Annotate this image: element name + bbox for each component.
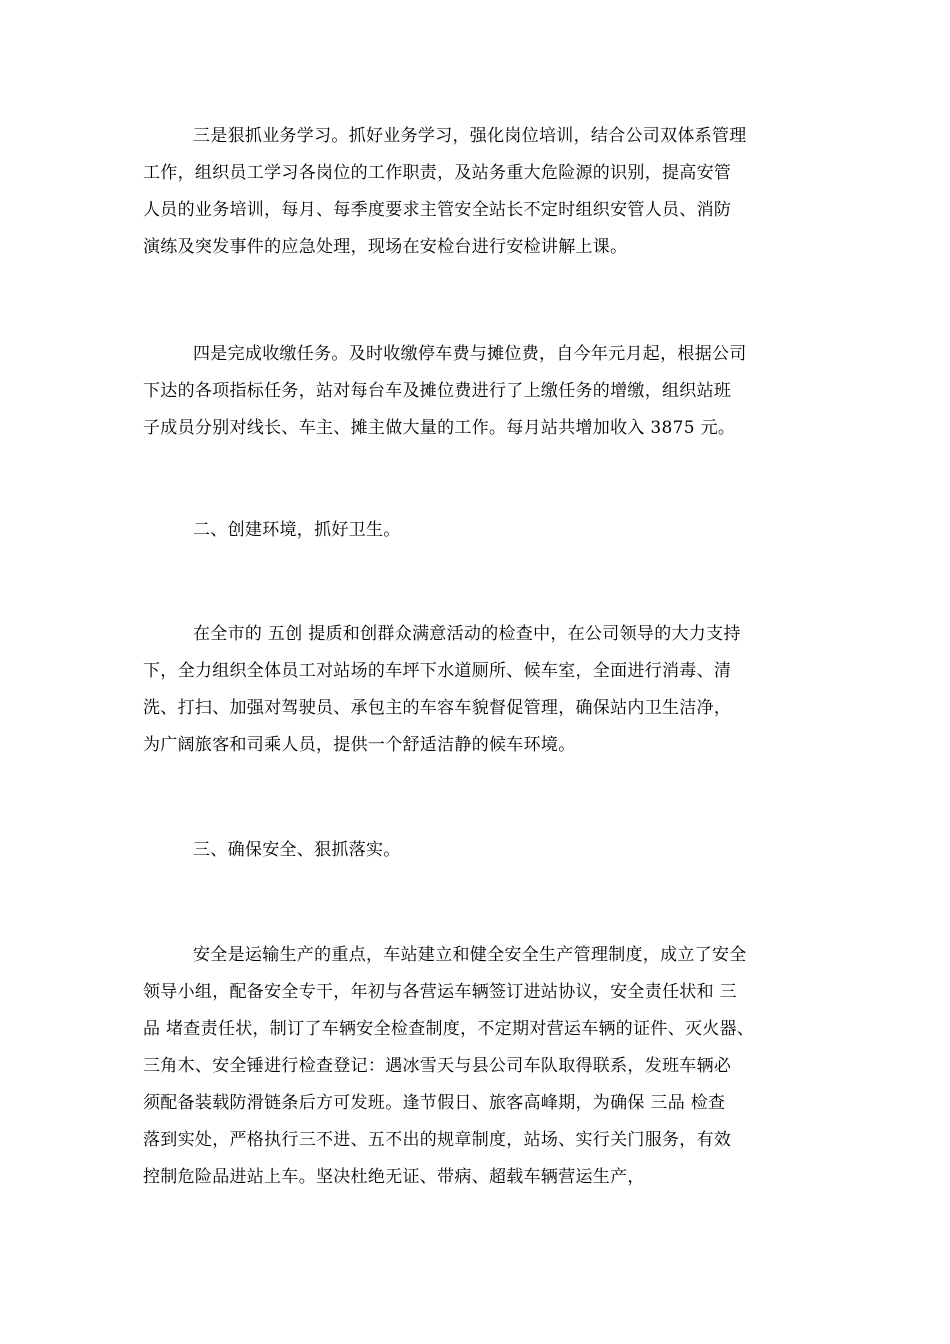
text-line: 领导小组，配备安全专干，年初与各营运车辆签订进站协议，安全责任状和 三 <box>143 982 737 1002</box>
paragraph-safety-measures <box>143 937 823 1196</box>
text-line: 安全是运输生产的重点，车站建立和健全安全生产管理制度，成立了安全 <box>193 945 747 965</box>
text-line: 工作，组织员工学习各岗位的工作职责，及站务重大危险源的识别，提高安管 <box>143 163 732 183</box>
text-line: 下，全力组织全体员工对站场的车坪下水道厕所、候车室，全面进行消毒、清 <box>143 661 732 681</box>
section-heading-safety <box>143 832 823 869</box>
paragraph-fee-collection <box>143 336 823 447</box>
text-line: 落到实处，严格执行三不进、五不出的规章制度，站场、实行关门服务，有效 <box>143 1130 732 1150</box>
text-line: 人员的业务培训，每月、每季度要求主管安全站长不定时组织安管人员、消防 <box>143 200 732 220</box>
text-line: 洗、打扫、加强对驾驶员、承包主的车容车貌督促管理，确保站内卫生洁净， <box>143 698 732 718</box>
heading-text: 三、确保安全、狠抓落实。 <box>193 840 401 860</box>
text-line: 三是狠抓业务学习。抓好业务学习，强化岗位培训，结合公司双体系管理 <box>193 126 747 146</box>
text-line: 三角木、安全锤进行检查登记：遇冰雪天与县公司车队取得联系，发班车辆必 <box>143 1056 732 1076</box>
text-line: 在全市的 五创 提质和创群众满意活动的检查中，在公司领导的大力支持 <box>193 624 741 644</box>
text-line: 品 堵查责任状，制订了车辆安全检查制度，不定期对营运车辆的证件、灭火器、 <box>143 1019 755 1039</box>
text-line: 演练及突发事件的应急处理，现场在安检台进行安检讲解上课。 <box>143 237 628 257</box>
text-line: 为广阔旅客和司乘人员，提供一个舒适洁静的候车环境。 <box>143 735 576 755</box>
text-line: 四是完成收缴任务。及时收缴停车费与摊位费，自今年元月起，根据公司 <box>193 344 747 364</box>
section-heading-environment <box>143 512 823 549</box>
paragraph-sanitation <box>143 616 823 764</box>
text-line: 子成员分别对线长、车主、摊主做大量的工作。每月站共增加收入 3875 元。 <box>143 418 736 438</box>
text-line: 须配备装载防滑链条后方可发班。逢节假日、旅客高峰期，为确保 三品 检查 <box>143 1093 726 1113</box>
text-line: 下达的各项指标任务，站对每台车及摊位费进行了上缴任务的增缴，组织站班 <box>143 381 732 401</box>
heading-text: 二、创建环境，抓好卫生。 <box>193 520 401 540</box>
text-line: 控制危险品进站上车。坚决杜绝无证、带病、超载车辆营运生产， <box>143 1167 645 1187</box>
paragraph-business-study <box>143 118 823 266</box>
